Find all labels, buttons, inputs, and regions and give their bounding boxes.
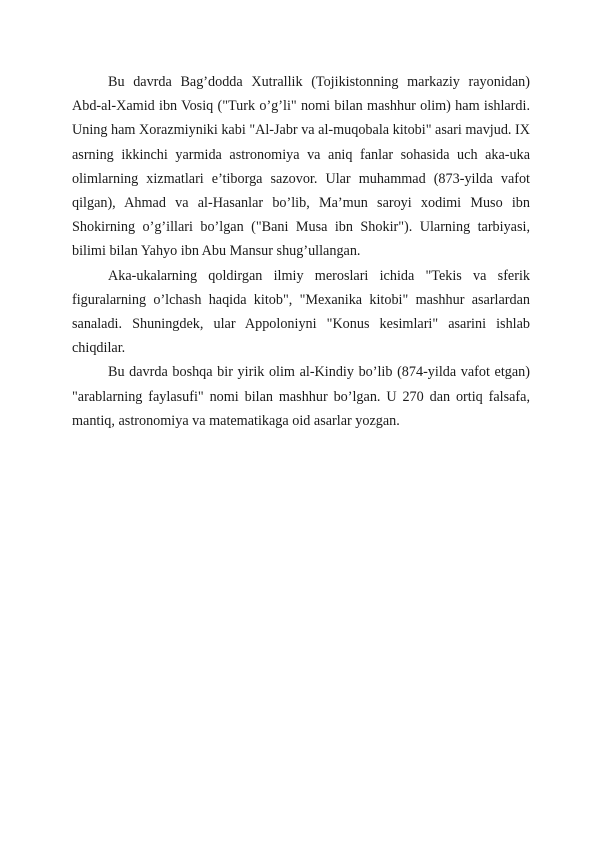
paragraph-brothers-legacy: Aka-ukalarning qoldirgan ilmiy meroslari ichida "Tekis va sferik figuralarning o’lchash haqida kitob", "Mexanika kitobi" mashhur asarlardan sanaladi. Shuningdek, ular Appoloniyni "Konus kesimlari" asarini ishlab chiqdilar. bbox=[72, 267, 530, 357]
document-body bbox=[72, 70, 530, 433]
paragraph-al-kindi: Bu davrda boshqa bir yirik olim al-Kindiy bo’lib (874-yilda vafot etgan) "arablarning faylasufi" nomi bilan mashhur bo’lgan. U 270 dan ortiq falsafa, mantiq, astronomiya va matematikaga oid asarlar yozgan. bbox=[72, 364, 530, 429]
paragraph-baghdad-scholars: Bu davrda Bag’dodda Xutrallik (Tojikistonning markaziy rayonidan) Abd-al-Xamid ibn Vosiq ("Turk o’g’li" nomi bilan mashhur olim) ham ishlardi. Uning ham Xorazmiyniki kabi "Al-Jabr va al-muqobala kitobi" asari mavjud. IX asrning ikkinchi yarmida astronomiya va aniq fanlar sohasida uch aka-uka olimlarning xizmatlari e’tiborga sazovor. Ular muhammad (873-yilda vafot qilgan), Ahmad va al-Hasanlar bo’lib, Ma’mun saroyi xodimi Muso ibn Shokirning o’g’illari bo’lgan ("Bani Musa ibn Shokir"). Ularning tarbiyasi, bilimi bilan Yahyo ibn Abu Mansur shug’ullangan. bbox=[72, 74, 530, 260]
